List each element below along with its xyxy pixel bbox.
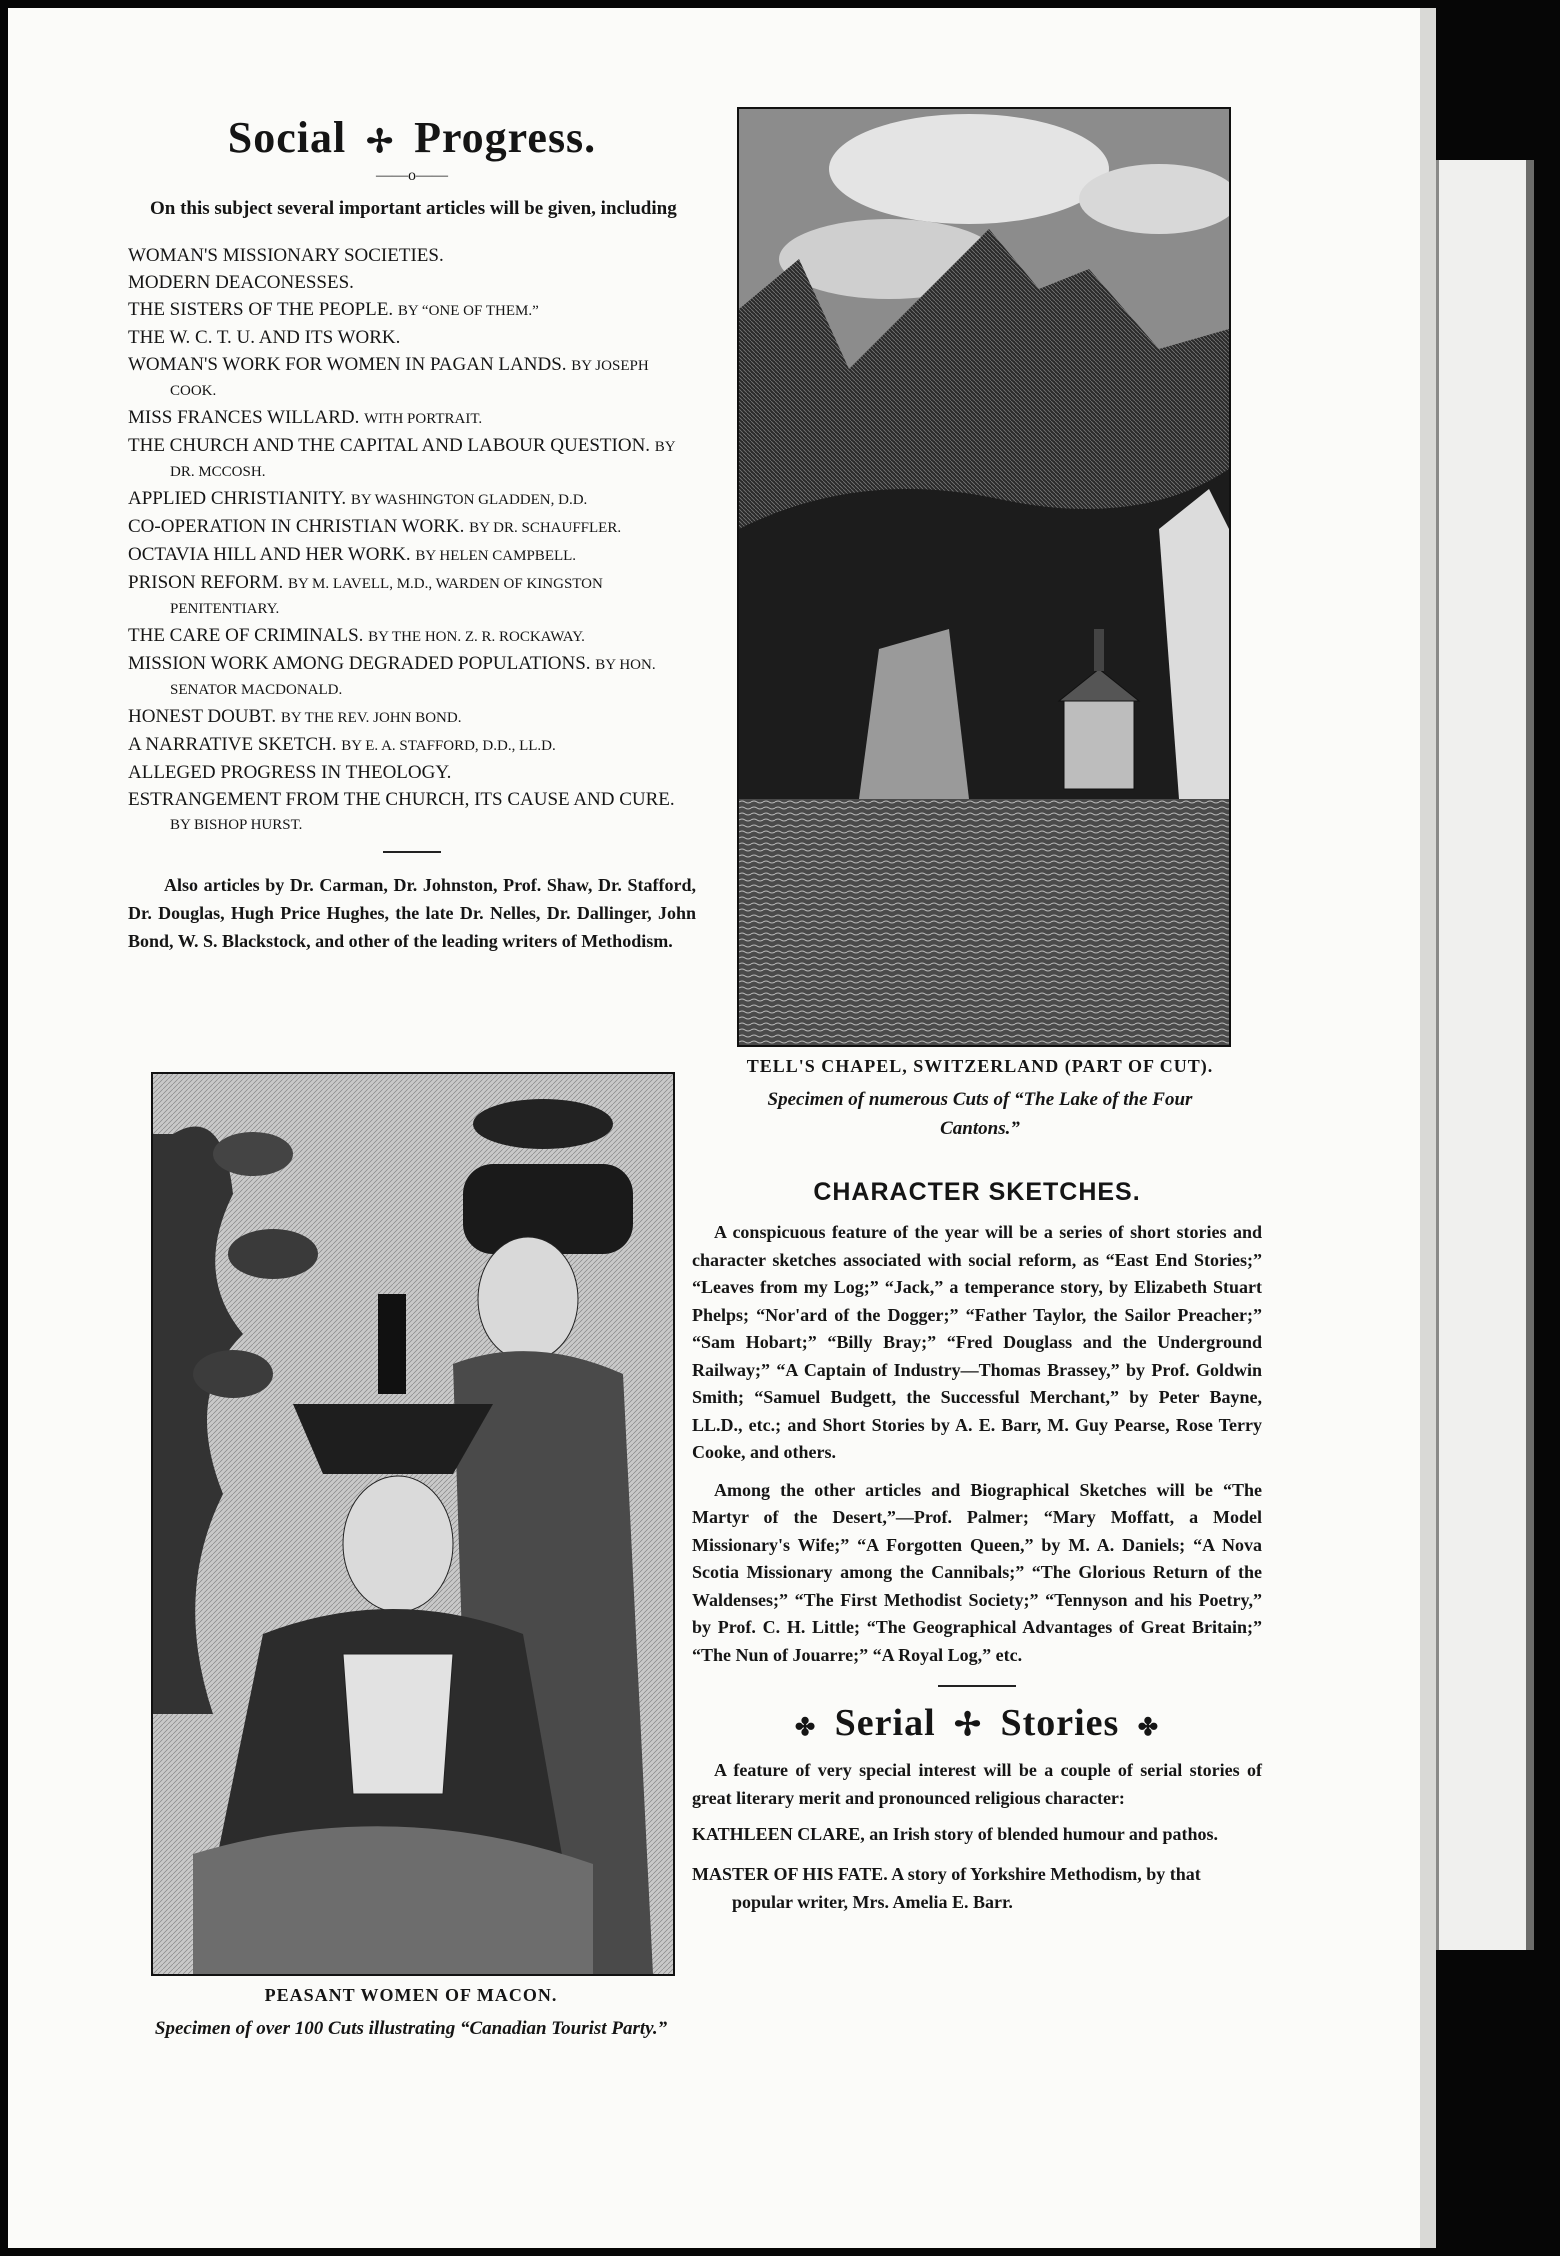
- article-list-item: [128, 705, 696, 730]
- ornament-icon: ✢: [954, 1706, 982, 1742]
- biographical-paragraph: Among the other articles and Biographical Sketches will be “The Martyr of the Desert,”—Prof. Palmer; “Mary Moffatt, a Model Missionary's Wife;” “A Forgotten Queen,” by M. A. Daniels; “A Nova Scotia Missionary among the Cannibals;” “The Glorious Return of the Waldenses;” “The First Methodist Society;” “Tennyson and his Poetry,” by Prof. C. H. Little; “The Geographical Advantages of Great Britain;” “The Nun of Jouarre;” “A Royal Log,” etc.: [692, 1479, 1262, 1665]
- article-list-item: [128, 761, 696, 785]
- serial-stories-heading: [692, 1701, 1262, 1745]
- article-list-item: [128, 326, 696, 350]
- serial-intro: A feature of very special interest will be a couple of serial stories of great literary merit and pronounced religious character:: [692, 1760, 1262, 1808]
- article-list-item: [128, 487, 696, 512]
- article-title: ESTRANGEMENT FROM THE CHURCH, ITS CAUSE AND CURE.: [128, 789, 675, 810]
- heading-word: Stories: [1000, 1702, 1120, 1744]
- underlying-page: [1436, 160, 1529, 1950]
- peasant-illustration: [153, 1074, 673, 1974]
- article-list-item: [128, 624, 696, 649]
- article-author: BY “ONE OF THEM.”: [397, 303, 539, 319]
- article-title: ALLEGED PROGRESS IN THEOLOGY.: [128, 762, 452, 783]
- chapel-subcaption: Specimen of numerous Cuts of “The Lake of the Four Cantons.”: [767, 1089, 1193, 1139]
- article-author: BY HELEN CAMPBELL.: [415, 548, 577, 564]
- character-sketches-heading: CHARACTER SKETCHES.: [813, 1178, 1141, 1206]
- article-list-item: [128, 733, 696, 758]
- article-author: WITH PORTRAIT.: [364, 411, 483, 427]
- article-list-item: [128, 652, 696, 702]
- article-list-item: [128, 298, 696, 323]
- article-list-item: [128, 571, 696, 621]
- article-title: THE SISTERS OF THE PEOPLE.: [128, 299, 394, 320]
- peasant-subcaption: Specimen of over 100 Cuts illustrating “Canadian Tourist Party.”: [154, 2018, 668, 2039]
- character-sketches-section: [692, 1054, 1262, 1928]
- heading-word: Serial: [834, 1702, 936, 1744]
- article-list-item: [128, 788, 696, 837]
- article-author: BY JOSEPH COOK.: [170, 358, 649, 399]
- tells-chapel-engraving: [737, 107, 1231, 1047]
- article-title: HONEST DOUBT.: [128, 706, 277, 727]
- ornament-icon: ✤: [795, 1715, 817, 1741]
- article-list-item: [128, 434, 696, 484]
- article-title: WOMAN'S MISSIONARY SOCIETIES.: [128, 245, 444, 266]
- article-title: THE W. C. T. U. AND ITS WORK.: [128, 327, 401, 348]
- social-progress-heading: [128, 112, 696, 163]
- story-description: an Irish story of blended humour and pathos.: [869, 1824, 1218, 1844]
- article-title: THE CARE OF CRIMINALS.: [128, 625, 364, 646]
- peasant-women-engraving: [151, 1072, 675, 1976]
- heading-word: Social: [227, 113, 347, 162]
- article-title: A NARRATIVE SKETCH.: [128, 734, 337, 755]
- article-title: MISS FRANCES WILLARD.: [128, 407, 360, 428]
- article-title: OCTAVIA HILL AND HER WORK.: [128, 544, 411, 565]
- story-title: MASTER OF HIS FATE.: [692, 1864, 888, 1884]
- underlying-page-edge: [1526, 160, 1534, 1950]
- article-title: MISSION WORK AMONG DEGRADED POPULATIONS.: [128, 653, 591, 674]
- article-title: MODERN DEACONESSES.: [128, 272, 354, 293]
- article-author: BY THE REV. JOHN BOND.: [280, 710, 462, 726]
- article-author: BY THE HON. Z. R. ROCKAWAY.: [368, 629, 585, 645]
- article-author: BY BISHOP HURST.: [170, 817, 303, 833]
- article-author: BY HON. SENATOR MACDONALD.: [170, 657, 656, 698]
- article-list-item: [128, 543, 696, 568]
- article-title: THE CHURCH AND THE CAPITAL AND LABOUR QUESTION.: [128, 435, 651, 456]
- ornament-icon: ✢: [366, 123, 395, 159]
- article-author: BY DR. SCHAUFFLER.: [469, 520, 622, 536]
- article-author: BY M. LAVELL, M.D., WARDEN OF KINGSTON PENITENTIARY.: [170, 576, 603, 617]
- character-paragraph: A conspicuous feature of the year will be a series of short stories and character sketches associated with social reform, as “East End Stories;” “Leaves from my Log;” “Jack,” a temperance story, by Elizabeth Stuart Phelps; “Nor'ard of the Dogger;” “Father Taylor, the Sailor Preacher;” “Sam Hobart;” “Billy Bray;” “Fred Douglass and the Underground Railway;” “A Captain of Industry—Thomas Brassey,” by Prof. Goldwin Smith; “Samuel Budgett, the Successful Merchant,” by Peter Bayne, LL.D., etc.; and Short Stories by A. E. Barr, M. Guy Pearse, Rose Terry Cooke, and others.: [692, 1222, 1262, 1462]
- page-edge: [1420, 8, 1436, 2248]
- divider: [383, 851, 441, 853]
- heading-word: Progress.: [414, 113, 597, 162]
- article-author: BY E. A. STAFFORD, D.D., LL.D.: [341, 738, 556, 754]
- story-description: A story of Yorkshire Methodism, by that popular writer, Mrs. Amelia E. Barr.: [732, 1864, 1201, 1912]
- article-list: [128, 244, 696, 837]
- article-author: BY WASHINGTON GLADDEN, D.D.: [350, 492, 588, 508]
- serial-story-item: [692, 1860, 1262, 1916]
- article-list-item: [128, 515, 696, 540]
- serial-story-item: [692, 1820, 1262, 1848]
- article-list-item: [128, 244, 696, 268]
- serial-stories-list: [692, 1820, 1262, 1916]
- divider: [938, 1685, 1016, 1687]
- chapel-caption: TELL'S CHAPEL, SWITZERLAND (PART OF CUT).: [746, 1056, 1214, 1076]
- article-list-item: [128, 406, 696, 431]
- article-author: BY DR. MCCOSH.: [170, 439, 676, 480]
- chapel-illustration: [739, 109, 1229, 1045]
- article-title: WOMAN'S WORK FOR WOMEN IN PAGAN LANDS.: [128, 354, 567, 375]
- article-title: PRISON REFORM.: [128, 572, 284, 593]
- social-progress-section: [128, 112, 696, 955]
- article-title: CO-OPERATION IN CHRISTIAN WORK.: [128, 516, 465, 537]
- article-list-item: [128, 271, 696, 295]
- story-title: KATHLEEN CLARE,: [692, 1824, 865, 1844]
- article-list-item: [128, 353, 696, 403]
- article-title: APPLIED CHRISTIANITY.: [128, 488, 347, 509]
- ornament-icon: ✤: [1137, 1715, 1159, 1741]
- also-articles: Also articles by Dr. Carman, Dr. Johnston, Prof. Shaw, Dr. Stafford, Dr. Douglas, Hugh Price Hughes, the late Dr. Nelles, Dr. Dallinger, John Bond, W. S. Blackstock, and other of the leading writers of Methodism.: [128, 875, 696, 951]
- peasant-caption: PEASANT WOMEN OF MACON.: [264, 1985, 558, 2005]
- social-intro: On this subject several important articles will be given, including: [150, 198, 677, 219]
- ornament-divider: ——o——: [376, 167, 448, 184]
